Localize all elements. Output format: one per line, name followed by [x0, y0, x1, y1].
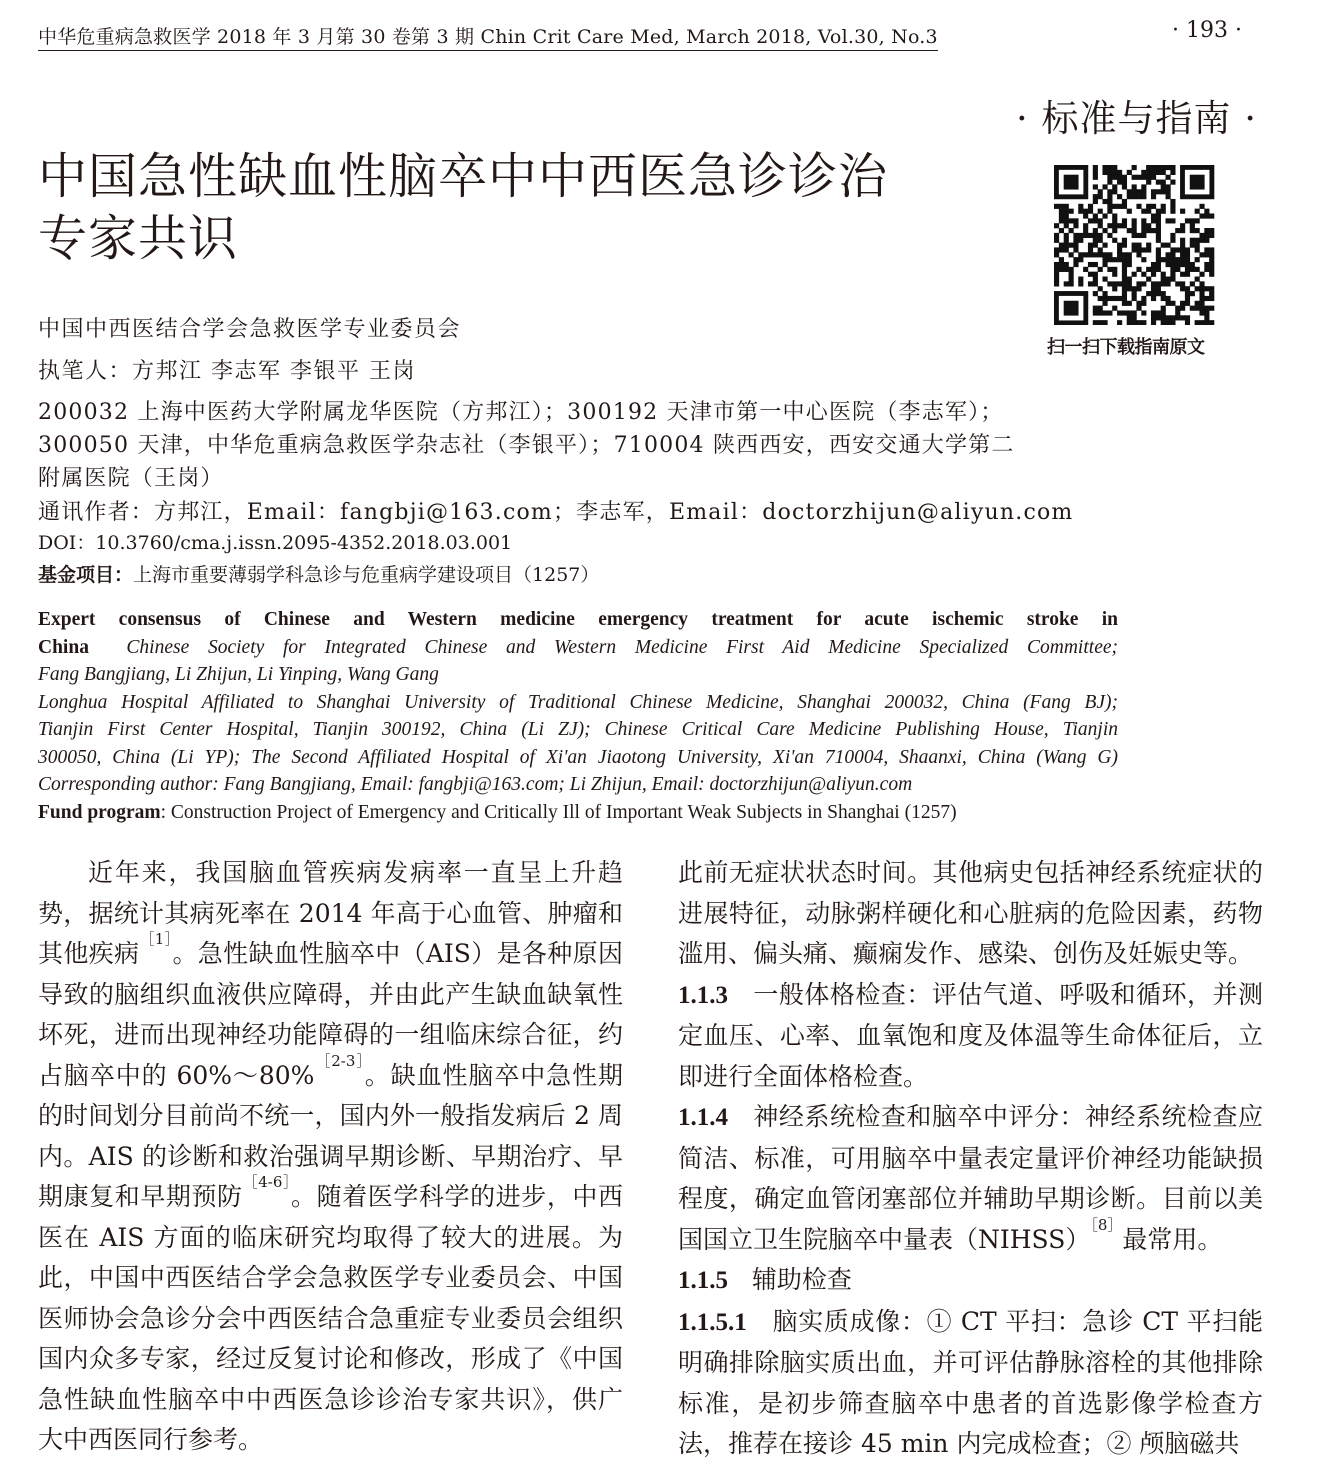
- section-text: 一般体格检查：评估气道、呼吸和循环，并测定血压、心率、血氧饱和度及体温等生命体征后，立即进行全面体格检查。: [678, 979, 1263, 1091]
- english-affiliation-line: Longhua Hospital Affiliated to Shanghai University of Traditional Chinese Medicine, Shanghai 200032, China (Fang BJ);: [38, 691, 1118, 713]
- english-corresponding-text: Corresponding author: Fang Bangjiang, Email: fangbji@163.com; Li Zhijun, Email: doctorzhijun@aliyun.com: [38, 774, 913, 795]
- english-fund-text: : Construction Project of Emergency and Critically Ill of Important Weak Subjects in Shanghai (1257): [160, 801, 957, 823]
- english-affiliation-line: 300050, China (Li YP); The Second Affiliated Hospital of Xi'an Jiaotong University, Xi'an 710004, Shaanxi, China (Wang G): [38, 746, 1118, 768]
- section-label: · 标准与指南 ·: [1015, 97, 1257, 140]
- fund-label: 基金项目：: [38, 564, 134, 586]
- section-text: 神经系统检查和脑卒中评分：神经系统检查应简洁、标准，可用脑卒中量表定量评价神经功能缺损程度，确定血管闭塞部位并辅助早期诊断。目前以美国国立卫生院脑卒中量表（NIHSS）: [678, 1102, 1263, 1254]
- fund-program: [38, 560, 599, 587]
- english-authors: [38, 661, 1118, 689]
- page-number: · 193 ·: [1172, 18, 1242, 43]
- english-corresponding: [38, 771, 1118, 799]
- section-1-1-4: [678, 1097, 1263, 1260]
- affiliation-line: 附属医院（王岗）: [38, 466, 224, 491]
- section-number: 1.1.5: [678, 1267, 728, 1294]
- section-1-1-5-1: [678, 1302, 1263, 1465]
- citation: ［1］: [139, 930, 173, 948]
- fund-text: 上海市重要薄弱学科急诊与危重病学建设项目（1257）: [133, 564, 600, 586]
- english-affiliation-line: Tianjin First Center Hospital, Tianjin 300192, China (Li ZJ); Chinese Critical Care Medicine Publishing House, Tianjin: [38, 719, 1118, 740]
- english-title-line: China: [38, 636, 89, 658]
- qr-caption: 扫一扫下载指南原文: [1047, 337, 1205, 358]
- english-affiliation: [38, 716, 1118, 744]
- title-line-2: 专家共识: [38, 210, 239, 267]
- english-fund: [38, 799, 1118, 827]
- title-line-1: 中国急性缺血性脑卒中中西医急诊诊治: [38, 148, 889, 205]
- section-number: 1.1.4: [678, 1104, 728, 1131]
- text-run: 近年来，我国脑血管疾病发病率一直呈上升趋势，据统计其病死率在 2014 年高于心血管、肿瘤和其他疾病: [38, 858, 623, 968]
- english-title-cont: [38, 634, 1118, 662]
- affiliation-line: 200032 上海中医药大学附属龙华医院（方邦江）；300192 天津市第一中心医院（李志军）；: [38, 400, 1004, 425]
- authors-line: 执笔人：方邦江 李志军 李银平 王岗: [38, 359, 416, 384]
- running-head: 中华危重病急救医学 2018 年 3 月第 30 卷第 3 期 Chin Crit Care Med, March 2018, Vol.30, No.3: [38, 22, 938, 51]
- paragraph: 此前无症状状态时间。其他病史包括神经系统症状的进展特征，动脉粥样硬化和心脏病的危险因素，药物滥用、偏头痛、癫痫发作、感染、创伤及妊娠史等。: [678, 858, 1263, 968]
- text-run: 。缺血性脑卒中急性期的时间划分目前尚不统一，国内外一般指发病后 2 周内。AIS 的诊断和救治强调早期诊断、早期治疗、早期康复和早期预防: [38, 1060, 623, 1211]
- body-column-right: [678, 853, 1263, 1465]
- text-run: 。急性缺血性脑卒中（AIS）是各种原因导致的脑组织血液供应障碍，并由此产生缺血缺氧性坏死，进而出现神经功能障碍的一组临床综合征，约占脑卒中的 60%～80%: [38, 939, 623, 1090]
- committee-name: 中国中西医结合学会急救医学专业委员会: [38, 317, 462, 342]
- section-1-1-5: [678, 1260, 1263, 1302]
- section-number: 1.1.5.1: [678, 1308, 747, 1336]
- english-title: [38, 606, 1118, 634]
- english-affiliation: [38, 689, 1118, 717]
- text-run: 。随着医学科学的进步，中西医在 AIS 方面的临床研究均取得了较大的进展。为此，中国中西医结合学会急救医学专业委员会、中国医师协会急诊分会中西医结合急重症专业委员会组织国内众多专家，经过反复讨论和修改，形成了《中国急性缺血性脑卒中中西医急诊诊治专家共识》，供广大中西医同行参考。: [38, 1182, 623, 1454]
- affiliation-line: 300050 天津，中华危重病急救医学杂志社（李银平）；710004 陕西西安，西安交通大学第二: [38, 433, 1015, 458]
- body-column-left: [38, 853, 623, 1461]
- section-1-1-3: [678, 975, 1263, 1098]
- doi: DOI：10.3760/cma.j.issn.2095-4352.2018.03.001: [38, 532, 513, 554]
- english-front-matter: [38, 606, 1118, 826]
- intro-paragraph: [38, 853, 623, 1461]
- section-number: 1.1.3: [678, 981, 728, 1009]
- section-text: 辅助检查: [751, 1265, 852, 1294]
- english-affiliation: [38, 744, 1118, 772]
- citation: ［2-3］: [314, 1051, 365, 1070]
- citation: ［4-6］: [242, 1173, 292, 1191]
- citation: ［8］: [1090, 1215, 1123, 1234]
- english-title-line: Expert consensus of Chinese and Western medicine emergency treatment for acute ischemic stroke in: [38, 609, 1118, 630]
- english-fund-label: Fund program: [38, 801, 161, 823]
- section-text: 脑实质成像：① CT 平扫：急诊 CT 平扫能明确排除脑实质出血，并可评估静脉溶栓的其他排除标准，是初步筛查脑卒中患者的首选影像学检查方法，推荐在接诊 45 min 内完成检查；② 颅脑磁共: [678, 1306, 1263, 1458]
- article-title: [38, 146, 998, 270]
- corresponding-author: 通讯作者：方邦江，Email：fangbji@163.com；李志军，Email：doctorzhijun@aliyun.com: [38, 500, 1074, 525]
- qr-code-icon: [1050, 165, 1218, 325]
- english-committee: Chinese Society for Integrated Chinese and Western Medicine First Aid Medicine Specialized Committee;: [126, 636, 1118, 658]
- english-authors-text: Fang Bangjiang, Li Zhijun, Li Yinping, Wang Gang: [38, 664, 439, 685]
- section-text: 最常用。: [1122, 1224, 1223, 1254]
